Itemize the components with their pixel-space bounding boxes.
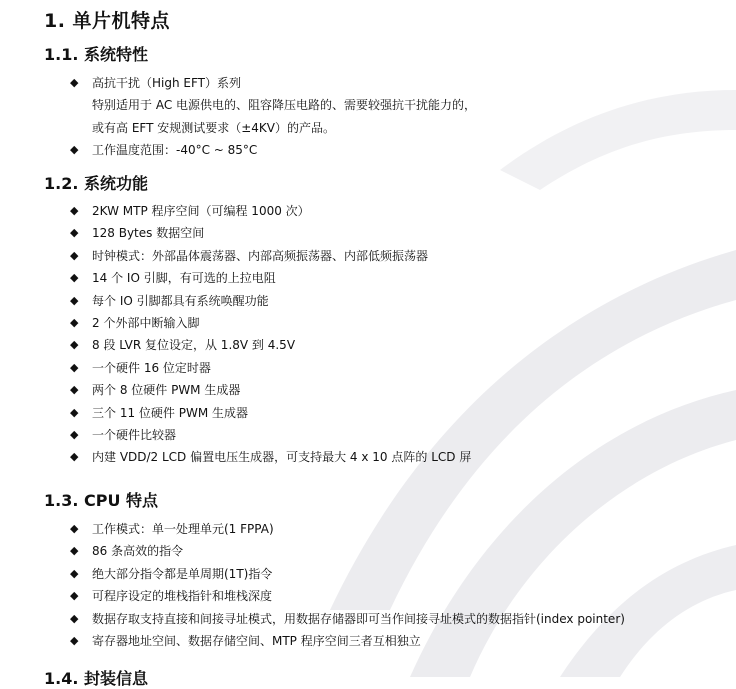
list-item [70, 540, 625, 562]
diamond-bullet-icon: ◆ [70, 76, 79, 89]
list-item [70, 585, 625, 607]
list-item-text: 一个硬件比较器 [92, 428, 177, 443]
diamond-bullet-icon: ◆ [70, 271, 79, 285]
main-heading: 1. 单片机特点 [44, 10, 171, 32]
list-item-text: 2KW MTP 程序空间（可编程 1000 次） [92, 204, 310, 218]
list-item [70, 139, 476, 161]
list-item-text: 寄存器地址空间、数据存储空间、MTP 程序空间三者互相独立 [92, 634, 421, 649]
diamond-bullet-icon: ◆ [70, 226, 79, 240]
diamond-bullet-icon: ◆ [70, 293, 79, 307]
list-item-text: 86 条高效的指令 [92, 544, 184, 559]
list-item-text: 14 个 IO 引脚，有可选的上拉电阻 [92, 271, 276, 286]
system-functions-list [70, 200, 471, 469]
diamond-bullet-icon: ◆ [70, 204, 79, 217]
diamond-bullet-icon: ◆ [70, 634, 79, 648]
system-features-list [70, 72, 476, 162]
list-item [70, 424, 471, 446]
diamond-bullet-icon: ◆ [70, 544, 79, 558]
list-item-text: 工作温度范围：-40°C ~ 85°C [92, 143, 258, 158]
section-title-package-info: 1.4. 封装信息 [44, 669, 148, 688]
list-item-text: 可程序设定的堆栈指针和堆栈深度 [92, 589, 273, 604]
list-item-text: 高抗干扰（High EFT）系列 [92, 76, 241, 90]
diamond-bullet-icon: ◆ [70, 248, 79, 262]
diamond-bullet-icon: ◆ [70, 383, 79, 397]
diamond-bullet-icon: ◆ [70, 428, 79, 442]
list-item-text: 三个 11 位硬件 PWM 生成器 [92, 405, 248, 420]
list-item [70, 222, 471, 244]
diamond-bullet-icon: ◆ [70, 450, 79, 464]
list-item-text: 128 Bytes 数据空间 [92, 226, 205, 241]
list-item [70, 334, 471, 356]
list-item-text: 一个硬件 16 位定时器 [92, 360, 211, 375]
list-item [70, 379, 471, 401]
list-item-text: 时钟模式：外部晶体震荡器、内部高频振荡器、内部低频振荡器 [92, 248, 429, 263]
diamond-bullet-icon: ◆ [70, 143, 79, 157]
list-item [70, 245, 471, 267]
list-item [70, 200, 471, 222]
list-item-text: 数据存取支持直接和间接寻址模式，用数据存储器即可当作间接寻址模式的数据指针(index pointer) [92, 611, 625, 626]
list-item [70, 72, 476, 139]
list-item-text: 2 个外部中断输入脚 [92, 316, 200, 331]
list-item [70, 290, 471, 312]
list-item [70, 267, 471, 289]
diamond-bullet-icon: ◆ [70, 589, 79, 603]
section-title-system-features: 1.1. 系统特性 [44, 45, 148, 64]
list-item-text: 工作模式：单一处理单元(1 FPPA) [92, 522, 274, 536]
list-item [70, 518, 625, 540]
diamond-bullet-icon: ◆ [70, 611, 79, 625]
list-item-subtext: 或有高 EFT 安规测试要求（±4KV）的产品。 [92, 120, 336, 135]
list-item-text: 绝大部分指令都是单周期(1T)指令 [92, 566, 273, 581]
section-title-system-functions: 1.2. 系统功能 [44, 174, 148, 193]
list-item [70, 630, 625, 652]
list-item [70, 312, 471, 334]
list-item-text: 内建 VDD/2 LCD 偏置电压生成器，可支持最大 4 x 10 点阵的 LCD 屏 [92, 450, 472, 465]
list-item [70, 402, 471, 424]
list-item-text: 两个 8 位硬件 PWM 生成器 [92, 383, 241, 398]
cpu-features-list [70, 518, 625, 652]
list-item [70, 563, 625, 585]
list-item-subtext: 特别适用于 AC 电源供电的、阻容降压电路的、需要较强抗干扰能力的， [92, 98, 477, 113]
diamond-bullet-icon: ◆ [70, 566, 79, 580]
list-item-text: 8 段 LVR 复位设定，从 1.8V 到 4.5V [92, 338, 296, 353]
diamond-bullet-icon: ◆ [70, 338, 79, 352]
section-title-cpu-features: 1.3. CPU 特点 [44, 491, 159, 510]
diamond-bullet-icon: ◆ [70, 360, 79, 374]
list-item [70, 357, 471, 379]
list-item-text: 每个 IO 引脚都具有系统唤醒功能 [92, 293, 269, 308]
diamond-bullet-icon: ◆ [70, 316, 79, 330]
diamond-bullet-icon: ◆ [70, 522, 79, 535]
list-item [70, 608, 625, 630]
list-item [70, 446, 471, 468]
diamond-bullet-icon: ◆ [70, 405, 79, 419]
